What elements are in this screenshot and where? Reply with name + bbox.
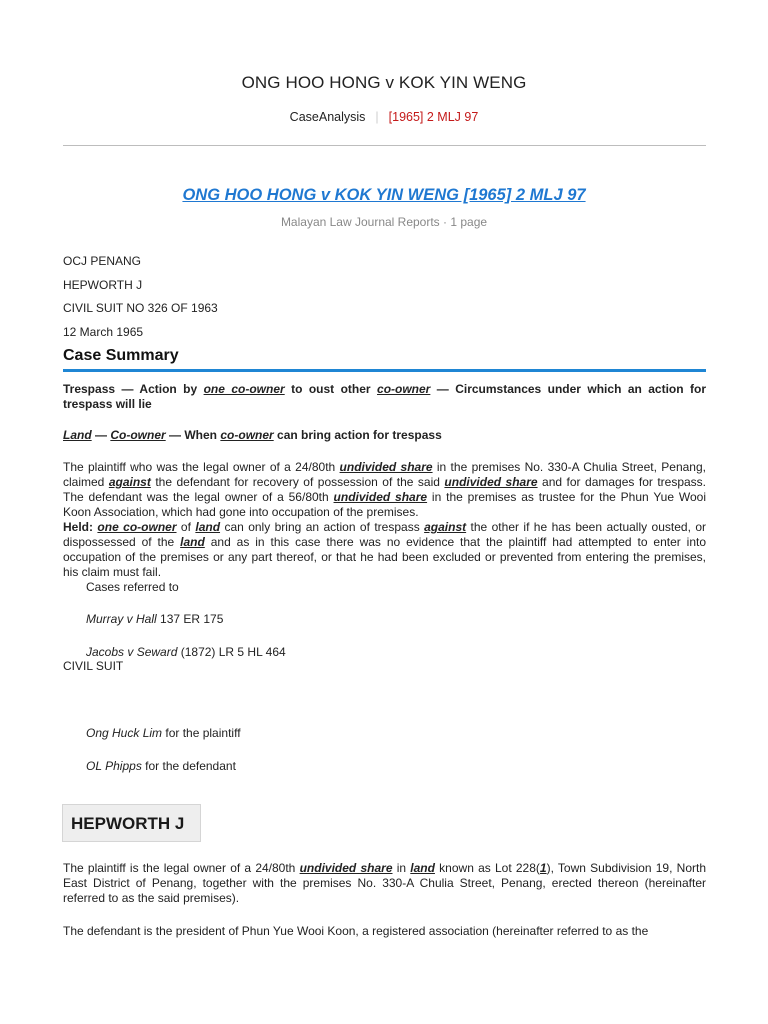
judgment-paragraph: The defendant is the president of Phun Yue Wooi Koon, a registered association (hereinafter referred to as the [63,924,649,938]
body-text: in the premises No. 330-A Chulia Street, Penang, claimed [63,460,706,489]
footnote-link[interactable]: 1 [539,861,547,875]
cited-case-citation: (1872) LR 5 HL 464 [177,645,286,659]
document-type-label: CaseAnalysis [289,110,366,124]
keyword-link[interactable]: land [410,861,435,875]
keyword-link[interactable]: one co-owner [203,382,285,396]
counsel-plaintiff [86,726,241,740]
body-text: of [176,520,196,534]
held-label: Held: [63,520,93,534]
keyword-link[interactable]: land [180,535,205,549]
document-meta [0,110,768,124]
document-title: ONG HOO HONG v KOK YIN WENG [241,73,527,92]
cited-case [86,612,223,626]
case-summary-heading: Case Summary [63,347,706,372]
body-text: in the premises as trustee for the Phun Yue Wooi Koon Association, which had gone into occupation of the premises. [63,490,706,519]
decision-date: 12 March 1965 [63,324,144,339]
body-text: The plaintiff who was the legal owner of a 24/80th [63,460,340,474]
keyword-link[interactable]: Co-owner [110,428,166,442]
suit-number: CIVIL SUIT NO 326 OF 1963 [63,301,218,315]
case-title-link[interactable]: ONG HOO HONG v KOK YIN WENG [1965] 2 MLJ 97 [182,186,586,204]
meta-separator: | [375,110,379,124]
counsel-name: OL Phipps [86,759,142,773]
catchword-text: — When [165,428,221,442]
body-text: ), Town Subdivision 19, North East District of Penang, together with the premises No. 330-A Chulia Street, Penang, erected thereon (hereinafter referred to as the said premises). [63,861,706,905]
court-name: OCJ PENANG [63,254,142,268]
case-details [63,254,218,348]
cited-case-citation: 137 ER 175 [156,612,224,626]
keyword-link[interactable]: against [108,475,151,489]
judgment-paragraph [63,861,706,906]
body-text: known as Lot 228( [434,861,540,875]
body-text: in [392,861,411,875]
judge-heading: HEPWORTH J [62,804,201,842]
body-text: the defendant for recovery of possession of the said [150,475,445,489]
keyword-link[interactable]: against [424,520,467,534]
body-text: and for damages for trespass. The defendant was the legal owner of a 56/80th [63,475,707,504]
body-text: The plaintiff is the legal owner of a 24/80th [63,861,300,875]
citation-label: [1965] 2 MLJ 97 [388,110,479,124]
judge-name: HEPWORTH J [63,277,143,292]
cited-case-name[interactable]: Jacobs v Seward [86,645,178,659]
catchword-text: — Circumstances under which an action for trespass will lie [63,382,706,411]
cited-case-name[interactable]: Murray v Hall [86,612,157,626]
body-text: can only bring an action of trespass [220,520,425,534]
cases-referred-label: Cases referred to [86,580,179,594]
catchwords-trespass [63,382,706,412]
counsel-name: Ong Huck Lim [86,726,163,740]
keyword-link[interactable]: one co-owner [97,520,177,534]
report-info: Malayan Law Journal Reports · 1 page [280,215,488,229]
keyword-link[interactable]: undivided share [444,475,538,489]
civil-suit-label: CIVIL SUIT [63,659,124,673]
counsel-role: for the plaintiff [162,726,241,740]
keyword-link[interactable]: co-owner [220,428,274,442]
summary-facts [63,460,706,580]
keyword-link[interactable]: undivided share [339,460,433,474]
counsel-defendant [86,759,236,773]
keyword-link[interactable]: undivided share [299,861,393,875]
keyword-link[interactable]: co-owner [377,382,431,396]
body-text: the other if he has been actually ousted, or dispossessed of the [63,520,706,549]
catchword-text: to oust other [284,382,378,396]
keyword-link[interactable]: land [195,520,221,534]
keyword-link[interactable]: undivided share [333,490,428,504]
counsel-role: for the defendant [141,759,236,773]
body-text: and as in this case there was no evidence that the plaintiff had attempted to enter into occupation of the premises or any part thereof, or that he had been excluded or prevented from entering the premises, his claim must fail. [63,535,707,579]
catchword-text: can bring action for trespass [273,428,442,442]
header-divider [63,145,706,146]
cited-case [86,645,286,659]
keyword-link[interactable]: Land [63,428,92,442]
catchword-text: Trespass — Action by [63,382,204,396]
catchwords-land [63,428,706,443]
catchword-text: — [91,428,111,442]
